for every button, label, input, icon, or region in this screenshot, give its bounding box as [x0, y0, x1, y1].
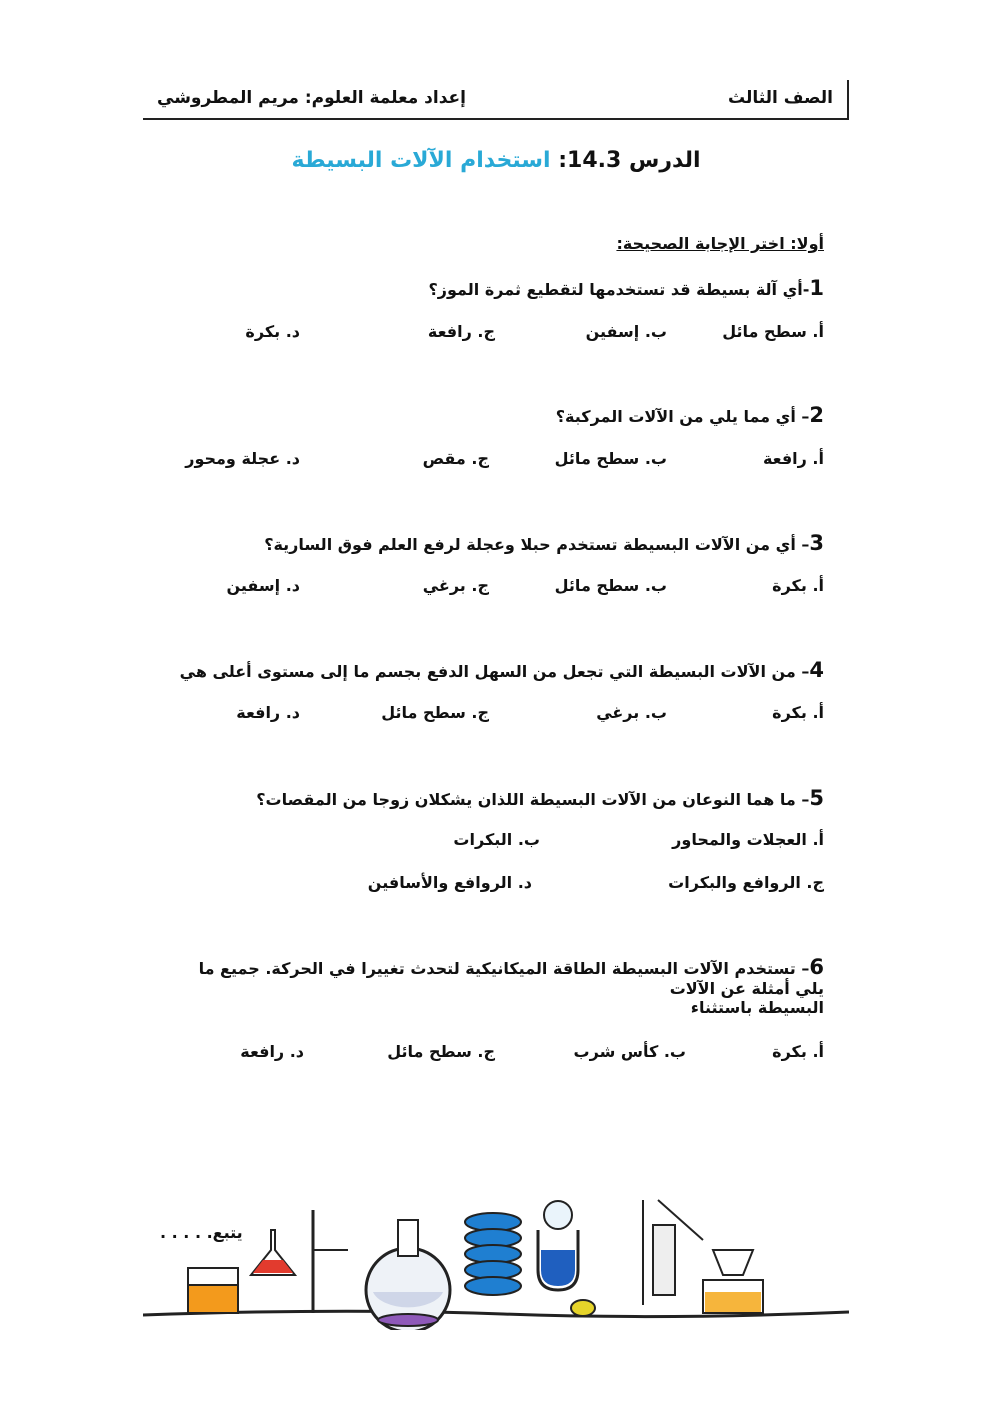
question-number: 4	[809, 658, 824, 682]
question-text: -أي آلة بسيطة قد تستخدمها لتقطيع ثمرة الموز؟	[428, 280, 810, 299]
option-b[interactable]: ب. إسفين	[585, 322, 667, 341]
lesson-prefix: الدرس	[628, 148, 701, 173]
question-text: – أي مما يلي من الآلات المركبة؟	[555, 407, 810, 426]
question-4	[180, 658, 824, 682]
question-text: – من الآلات البسيطة التي تجعل من السهل الدفع بجسم ما إلى مستوى أعلى هي	[179, 662, 810, 681]
question-text: – تستخدم الآلات البسيطة الطاقة الميكانيكية لتحدث تغييرا في الحركة. جميع ما يلي أمثلة عن الآلات	[198, 959, 824, 998]
author-label: إعداد معلمة العلوم: مريم المطروشي	[157, 88, 466, 108]
option-d[interactable]: د. الروافع والأسافين	[367, 873, 532, 892]
lesson-title	[0, 148, 992, 173]
continue-label: يتبع. . . . .	[160, 1223, 243, 1242]
option-b[interactable]: ب. كأس شرب	[573, 1042, 686, 1061]
lesson-name: استخدام الآلات البسيطة	[291, 148, 551, 173]
question-number: 3	[809, 531, 824, 555]
option-b[interactable]: ب. البكرات	[453, 830, 540, 849]
question-number: 5	[809, 786, 824, 810]
option-b[interactable]: ب. سطح مائل	[554, 449, 667, 468]
option-a[interactable]: أ. بكرة	[772, 703, 824, 722]
option-a[interactable]: أ. رافعة	[762, 449, 824, 468]
question-5	[256, 786, 824, 810]
page-header	[143, 80, 849, 120]
option-a[interactable]: أ. بكرة	[772, 1042, 824, 1061]
option-c[interactable]: ج. برغي	[422, 576, 489, 595]
option-c[interactable]: ج. سطح مائل	[381, 703, 489, 722]
question-6	[170, 955, 824, 998]
option-d[interactable]: د. رافعة	[236, 703, 300, 722]
question-3	[264, 531, 824, 555]
question-1	[429, 276, 824, 300]
option-b[interactable]: ب. برغي	[596, 703, 667, 722]
option-d[interactable]: د. بكرة	[245, 322, 300, 341]
grade-label: الصف الثالث	[727, 88, 833, 108]
option-c[interactable]: ج. سطح مائل	[387, 1042, 495, 1061]
lab-equipment-illustration	[143, 1180, 849, 1330]
question-number: 6	[809, 955, 824, 979]
option-c[interactable]: ج. الروافع والبكرات	[668, 873, 824, 892]
question-text: – ما هما النوعان من الآلات البسيطة اللذان يشكلان زوجا من المقصات؟	[256, 790, 810, 809]
option-c[interactable]: ج. مقص	[422, 449, 489, 468]
option-a[interactable]: أ. سطح مائل	[722, 322, 824, 341]
option-a[interactable]: أ. العجلات والمحاور	[672, 830, 824, 849]
option-d[interactable]: د. رافعة	[240, 1042, 304, 1061]
question-2	[556, 403, 824, 427]
section-title: أولا: اختر الإجابة الصحيحة:	[616, 234, 824, 253]
option-c[interactable]: ج. رافعة	[427, 322, 495, 341]
lesson-number: 14.3:	[558, 148, 622, 173]
option-d[interactable]: د. إسفين	[226, 576, 300, 595]
question-6-continued: البسيطة باستثناء	[690, 998, 824, 1017]
option-a[interactable]: أ. بكرة	[772, 576, 824, 595]
option-d[interactable]: د. عجلة ومحور	[185, 449, 300, 468]
question-number: 2	[809, 403, 824, 427]
question-number: 1	[809, 276, 824, 300]
option-b[interactable]: ب. سطح مائل	[554, 576, 667, 595]
question-text: – أي من الآلات البسيطة تستخدم حبلا وعجلة لرفع العلم فوق السارية؟	[264, 535, 810, 554]
